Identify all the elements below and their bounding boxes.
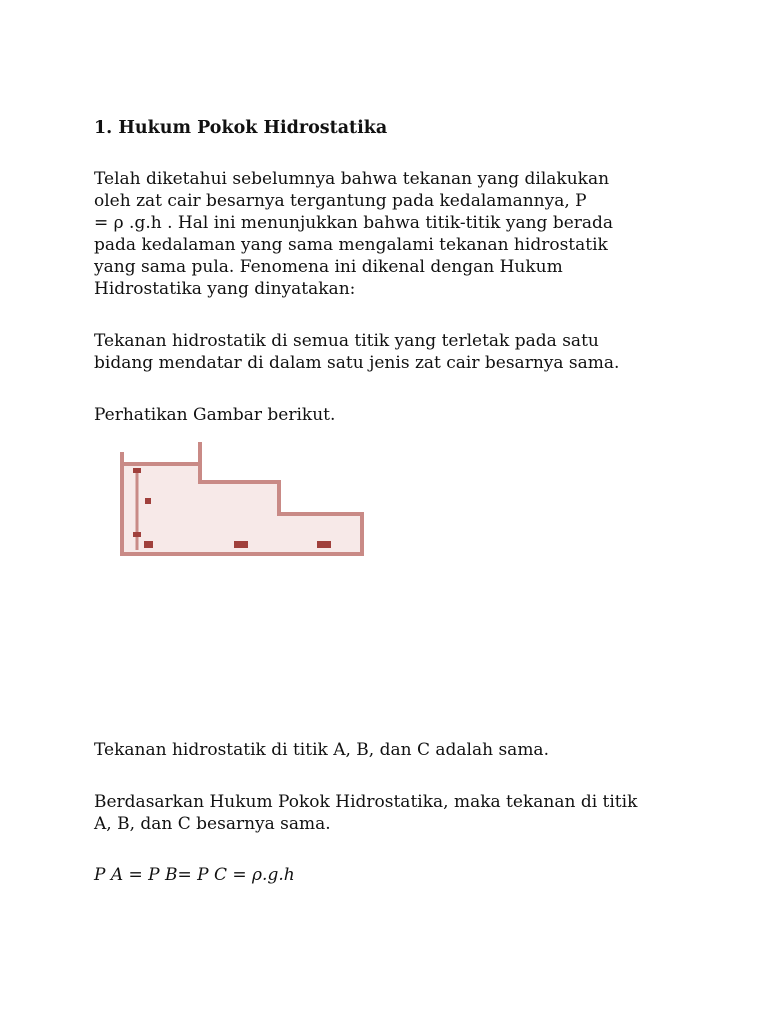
liquid-fill <box>122 464 362 554</box>
hydrostatic-vessel-figure <box>112 440 372 565</box>
pressure-formula: P A = P B= P C = ρ.g.h <box>94 865 295 885</box>
text-line: Hidrostatika yang dinyatakan: <box>94 279 356 299</box>
section-heading: 1. Hukum Pokok Hidrostatika <box>94 118 388 138</box>
text-line: Telah diketahui sebelumnya bahwa tekanan yang dilakukan <box>94 169 610 189</box>
depth-bottom-marker <box>133 532 141 537</box>
point-a-marker <box>144 541 153 548</box>
intro-paragraph <box>94 168 684 300</box>
text-line: Berdasarkan Hukum Pokok Hidrostatika, maka tekanan di titik <box>94 792 638 812</box>
text-line: A, B, dan C besarnya sama. <box>94 814 331 834</box>
conclusion-paragraph <box>94 791 684 835</box>
text-line: pada kedalaman yang sama mengalami tekanan hidrostatik <box>94 235 608 255</box>
text-line: = ρ .g.h . Hal ini menunjukkan bahwa titik-titik yang berada <box>94 213 614 233</box>
depth-top-marker <box>133 468 141 473</box>
text-line: oleh zat cair besarnya tergantung pada kedalamannya, P <box>94 191 587 211</box>
text-line: yang sama pula. Fenomena ini dikenal dengan Hukum <box>94 257 563 277</box>
law-statement-paragraph <box>94 330 684 374</box>
text-line: Tekanan hidrostatik di semua titik yang terletak pada satu <box>94 331 599 351</box>
text-line: bidang mendatar di dalam satu jenis zat cair besarnya sama. <box>94 353 620 373</box>
figure-intro-paragraph: Perhatikan Gambar berikut. <box>94 405 336 425</box>
point-b-marker <box>234 541 248 548</box>
vessel-diagram <box>112 440 372 565</box>
point-c-marker <box>317 541 331 548</box>
equal-pressure-paragraph: Tekanan hidrostatik di titik A, B, dan C adalah sama. <box>94 740 549 760</box>
depth-label-marker <box>145 498 151 504</box>
